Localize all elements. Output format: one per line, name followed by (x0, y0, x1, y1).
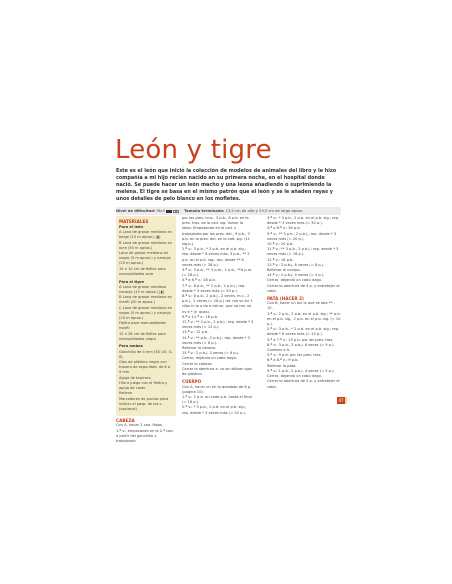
text-line: Cerrar, dejando un cabo largo. (267, 374, 322, 379)
both-materials-header: Para ambos (119, 344, 143, 349)
list-item: Relleno (119, 391, 133, 396)
text-line: 13.ª v.: 12 p.b. (182, 330, 209, 335)
text-line: Con A, hacer un en la quedado de 8 p. (pagina 10). (182, 384, 252, 394)
difficulty-squares (166, 209, 181, 213)
text-line: 4.ª a 8.ª v.: 30 p.b. (267, 226, 301, 231)
column-3 (267, 216, 341, 390)
text-line: Cerrar la abertura de 4 p. y entretejer el cabo. (267, 283, 340, 293)
text-line: 2.ª v.: 3 p.b., * 2 p.b. en el p.b. sig.; rep. desde * 6 veces más, 3 p.b., ** 2 p.b. en el p.b. sig.; rep. desde ** 8 veces más (= 28 p.). (182, 247, 250, 267)
list-item: Hilo a juego con el fieltro y aguja de coser (119, 380, 168, 391)
list-item: Lana de grosor mediano en negro (5 m aprox.) y naranja (20 m aprox.) (119, 251, 171, 266)
text-line: 1.ª v.: 2 p.b. en cada p.b. hasta el final (= 16 p.). (182, 394, 252, 405)
difficulty-bar (116, 207, 341, 215)
list-item: Aguja de tapicero (119, 375, 151, 380)
column-2 (182, 216, 254, 416)
text-line: 9.ª v.: ** 3 p.b., 2 p.b.j.; rep. desde * 3 veces más (= 20 p.). (267, 231, 337, 241)
list-item: 15 x 10 cm de fieltro para manualidades ocre (119, 266, 166, 276)
list-item: B Lana de grosor mediano en marfil (20 m aprox.) (119, 295, 172, 305)
text-line: 8.ª v.: 3 p.b., 2 p.b.j. 6 veces (= 9 p.). (267, 342, 335, 347)
text-line: 11.ª v.: ** 3 p.b., 2 p.b.j.; rep. desde * 3 veces más (= 16 p.). (267, 247, 339, 257)
intro-paragraph: Este es el león que inició la colección de modelos de animales del libro y le hizo compañía a mi hijo recién nacido en su primera noche, en el hospital donde nació. Se puede hacer un león macho y una leona añadiendo o suprimiendo la melena. El tigre se basa en el mismo patrón que el león y se le añaden rayas y unos detalles de pelo blanco en los mofletes. (116, 168, 337, 203)
text-line: 15.ª v.: 2 p.b.j. 3 veces (= 6 p.). (182, 351, 240, 356)
size-value: 13,5 cm de alto y 23,5 cm de largo aprox. (225, 209, 303, 213)
text-line: Cerrar, dejando un cabo largo. (182, 356, 237, 361)
text-line: Rellenar la pata. (267, 363, 297, 368)
text-line: 2.ª v.: 3 p.b., * 2 p.b. en el p.b. sig.; rep. desde * 6 veces más (= 15 p.). (267, 327, 340, 337)
text-line: 4.ª a 6.ª v.: 28 p.b. (182, 278, 216, 283)
list-item: A Lana de grosor mediano en beige (15 m aprox.) [▮] (119, 230, 172, 240)
text-line: 2.ª v.: * 3 p.b., 2 p.b. en el p.b. sig.; rep. desde * 3 veces más (= 20 p.). (182, 405, 247, 415)
text-line: Cerrar la abertura de 5 p. y entretejer el cabo. (267, 379, 340, 389)
materials-box (116, 216, 176, 416)
text-line: Con A, hacer 2 cad. flojas. (116, 423, 164, 428)
text-line: 9.ª v.: 1 p.b., 2 p.b.j. 4 veces (= 5 p.). (267, 368, 335, 373)
text-line: Cerrar la cabeza. (182, 361, 213, 366)
text-line: Con B, hacer un ani lo que se obe ** - 10. (267, 301, 335, 311)
text-line: 12.ª v.: ** 2 p.b., 2 p.b.j.; rep. desde * 3 veces más (= 12 p.). (182, 320, 254, 330)
list-item: C Lana de grosor mediano en negro (5 m aprox.) y naranja (20 m aprox.) (119, 305, 172, 320)
text-line: Cerrar, dejando un cabo largo. (267, 278, 322, 283)
text-line: 8.ª v.: 8 p.b., 2 p.b.j., 2 veces, m.c., 2 p.b.j., 2 veces (= 18 p.) ref. mo su lor 1 cilos nl lo o do o calnor, que no nec ua nv e * (lr quas). (182, 294, 253, 314)
text-line: 3.ª a 7.ª v.: 15 p.b. por las pres. tras. (267, 337, 334, 342)
list-item: 12 x 28 cm de fieltro para manualidades negro (119, 331, 166, 341)
difficulty-value: Fácil (156, 209, 165, 213)
column-1 (116, 216, 176, 444)
text-line: 3.ª v.: * 3 p.b., 2 p.b. en el p.b. sig.; rep. desde * 3 veces más (= 30 p.). (267, 216, 340, 226)
text-line: 1.ª v.: empezando en la 2.ª cad. a partir del ganchillo y trabajando (116, 428, 174, 443)
text-line: Cambiar a A. (267, 348, 291, 353)
head-section-header: CABEZA (116, 418, 135, 424)
page-number: 47 (338, 398, 344, 403)
text-line: 5.ª v.: 9 p.b. por las pres. tras. (267, 353, 322, 358)
body-section-header: CUERPO (182, 379, 202, 385)
text-line: 14.ª v.: ** p.b., 2 p.b.j.; rep. desde * 3 veces más (= 6 p.). (182, 335, 250, 345)
page-edge-tab (345, 397, 347, 404)
size-label: Tamaño terminado: (184, 209, 225, 213)
lion-materials-header: Para el león (119, 225, 144, 229)
text-line: 1.ª v.: 2 p.b., 2 p.b. en el p.b. sig.; ** p.b. en el p.b. sig., 2 p.b. en el p.b. sig. (= 10 p.). (267, 311, 341, 327)
text-line: 13.ª v.: 2 p.b.j. 8 veces (= 8 p.). (267, 262, 325, 267)
list-item: Marcadores de puntos para indicar el pasp. de los c. (opcional) (119, 396, 169, 411)
materials-header: MATERIALES (119, 219, 149, 224)
text-line: por las pres. trus., 3 p.b., 8 p.b. en la pres. tras. de la cad. sig. Volver la labor. Empezando en la cad. y trabajando por las pres. del., 9 p.b., 3 p.b. en la pres. del. en la cad. sig. (11 sig.p.). (182, 216, 250, 247)
text-line: Cerrar la abertura a. co se utilizan ojos de plástico. (182, 366, 252, 377)
list-item: A Lana de grosor mediano naranja (15 m aprox.) [▮] (119, 284, 167, 294)
text-line: 12.ª v.: 16 p.b. (267, 257, 294, 262)
text-line: 9.ª a 11.ª v.: 18 p.b. (182, 314, 219, 319)
tiger-materials-list (119, 285, 173, 342)
text-line: Rellenar el cuerpo. (267, 268, 301, 273)
difficulty-label: Nivel de dificultad: (116, 209, 156, 213)
list-item: Ganchillo de 4 mm (ES UU, G-6) (119, 349, 173, 359)
text-line: 3.ª v.: 3 p.b., ** 3 p.m., 1 p.b., **4 p.m. (= 28 p.). (182, 268, 253, 278)
text-line: 10.ª v.: 20 p.b. (267, 242, 294, 247)
leg-section-header: PATA (HACER 2) (267, 296, 304, 302)
list-item: Fieltro para manualidades marfil (119, 321, 166, 331)
list-item: Ojos de plástico negro con trasera de seguridad, de 8 o 9 mm (119, 360, 171, 375)
list-item: B Lana de grosor mediano en ocre (50 m aprox.) (119, 240, 172, 250)
text-line: Rellenar la cabeza. (182, 346, 217, 351)
page-title: León y tigre (115, 135, 272, 165)
text-line: 14.ª v.: 2 p.b.j. 4 veces (= 4 p.). (267, 273, 325, 278)
both-materials-list (119, 350, 173, 412)
text-line: 6.ª a 8.ª v.: 9 p.b. (267, 358, 299, 363)
lion-materials-list (119, 230, 173, 277)
tiger-materials-header: Para el tigre (119, 279, 145, 284)
text-line: 7.ª v.: 8 p.b., ** 2 p.b., 2 p.b.j.; rep. desde * 3 veces más (= 20 p.). (182, 283, 246, 293)
